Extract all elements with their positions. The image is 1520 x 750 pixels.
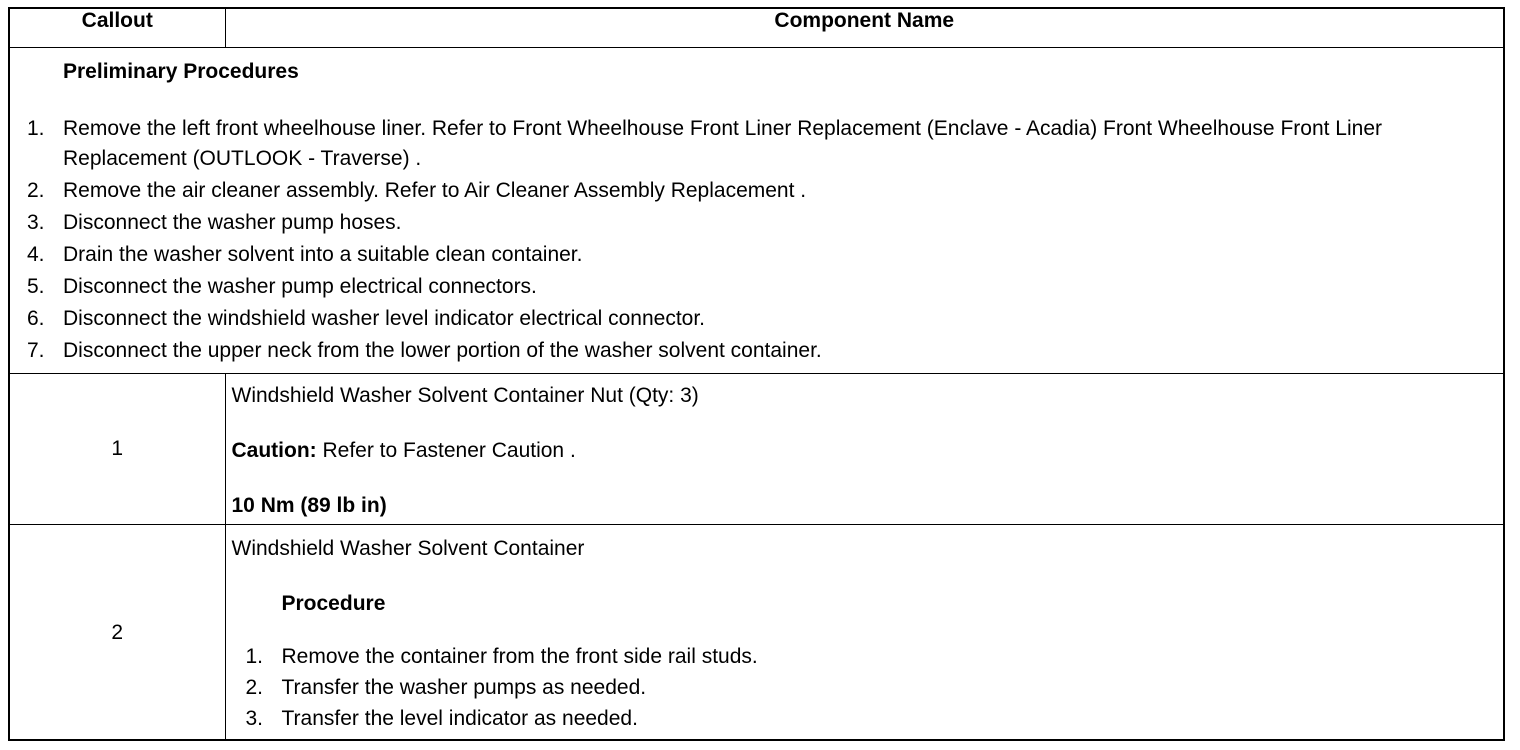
preliminary-steps xyxy=(10,114,1430,368)
procedure-title: Procedure xyxy=(281,592,386,615)
list-item xyxy=(10,272,1430,302)
list-item xyxy=(10,208,1430,238)
preliminary-title: Preliminary Procedures xyxy=(63,60,299,83)
list-item xyxy=(10,114,1430,174)
header-component-name: Component Name xyxy=(225,9,1503,48)
header-callout: Callout xyxy=(10,9,225,48)
table-header-row xyxy=(10,9,1503,48)
list-item xyxy=(10,336,1430,366)
step-number: 3. xyxy=(27,211,45,234)
procedure-steps xyxy=(226,641,758,734)
component-name: Windshield Washer Solvent Container Nut (Qty: 3) xyxy=(231,384,699,407)
step-number: 7. xyxy=(27,339,45,362)
preliminary-cell xyxy=(10,48,1503,374)
caution-label: Caution: xyxy=(231,439,317,462)
step-number: 1. xyxy=(245,645,264,668)
list-item xyxy=(10,240,1430,270)
component-cell xyxy=(225,374,1503,525)
procedure-table xyxy=(10,9,1503,741)
callout-number: 2 xyxy=(10,525,225,742)
step-text: Disconnect the washer pump electrical connectors. xyxy=(63,275,537,298)
step-text: Remove the left front wheelhouse liner. Refer to Front Wheelhouse Front Liner Replacement (Enclave - Acadia) Front Wheelhouse Front Liner Replacement (OUTLOOK - Traverse) . xyxy=(63,117,1382,170)
caution-note xyxy=(232,439,576,463)
list-item xyxy=(226,672,758,703)
preliminary-row xyxy=(10,48,1503,374)
callout-number: 1 xyxy=(10,374,225,525)
step-text: Drain the washer solvent into a suitable clean container. xyxy=(63,243,583,266)
list-item xyxy=(226,641,758,672)
step-number: 4. xyxy=(27,243,45,266)
table-row xyxy=(10,525,1503,742)
step-number: 1. xyxy=(27,117,45,140)
list-item xyxy=(10,176,1430,206)
list-item xyxy=(226,703,758,734)
step-text: Remove the container from the front side rail studs. xyxy=(281,645,758,668)
step-text: Disconnect the upper neck from the lower portion of the washer solvent container. xyxy=(63,339,822,362)
component-cell xyxy=(225,525,1503,742)
step-number: 3. xyxy=(245,707,264,730)
step-text: Disconnect the washer pump hoses. xyxy=(63,211,402,234)
procedure-table-frame xyxy=(8,7,1505,741)
caution-text: Refer to Fastener Caution . xyxy=(316,439,576,462)
step-text: Transfer the level indicator as needed. xyxy=(281,707,638,730)
step-number: 2. xyxy=(27,179,45,202)
table-row xyxy=(10,374,1503,525)
step-text: Disconnect the windshield washer level indicator electrical connector. xyxy=(63,307,705,330)
list-item xyxy=(10,304,1430,334)
component-name: Windshield Washer Solvent Container xyxy=(231,537,585,560)
step-number: 6. xyxy=(27,307,45,330)
step-text: Transfer the washer pumps as needed. xyxy=(281,676,647,699)
step-number: 5. xyxy=(27,275,45,298)
torque-spec: 10 Nm (89 lb in) xyxy=(231,494,387,517)
step-number: 2. xyxy=(245,676,264,699)
step-text: Remove the air cleaner assembly. Refer to Air Cleaner Assembly Replacement . xyxy=(63,179,807,202)
